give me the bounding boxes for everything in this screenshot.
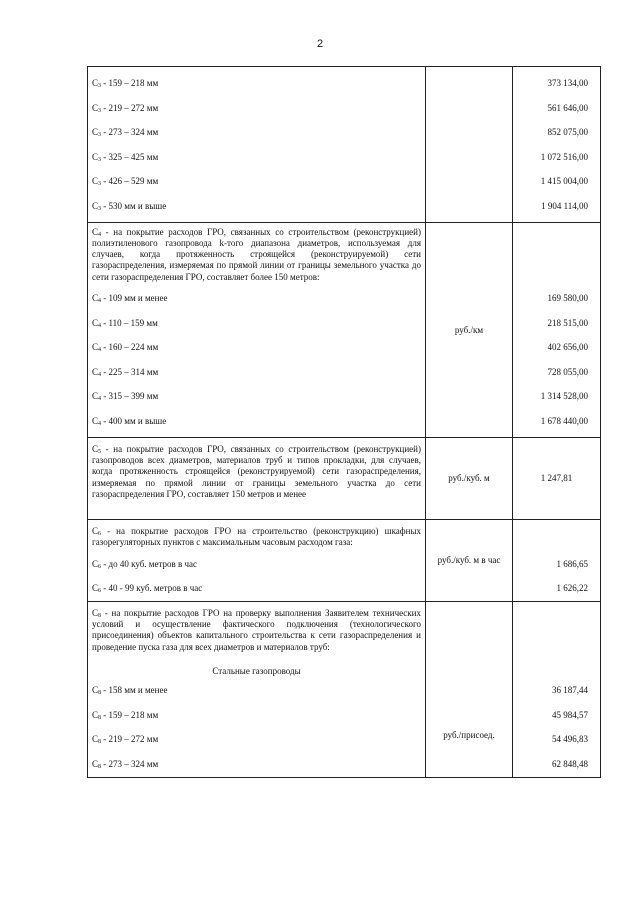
c4-item-subscript: 4 bbox=[98, 298, 102, 305]
c4-values bbox=[513, 286, 600, 434]
c3-item-text: - 530 мм и выше bbox=[101, 200, 167, 211]
c3-item-letter: С bbox=[92, 102, 99, 113]
c4-description-text: - на покрытие расходов ГРО, связанных со строительством (реконструкцией) полиэтиленового газопровода k-того диапазона диаметров, используемая для случаев, когда протяженность строящейся (реконструируемой) сети газораспределения, измеряемая по прямой линии от границы земельного участка до сети газораспределения ГРО, составляет более 150 метров: bbox=[92, 226, 421, 282]
c3-item-label bbox=[88, 169, 425, 194]
c5-unit: руб./куб. м bbox=[426, 437, 513, 519]
c4-item-text: - 315 – 399 мм bbox=[101, 391, 159, 402]
c4-description: $С_4$ - на покрытие расходов ГРО, связанных со строительством (реконструкцией) полиэтиленового газопровода k-того диапазона диаметров, используемая для случаев, когда протяженность строящейся (реконструируемой) сети газораспределения, измеряемая по прямой линии от границы земельного участка до сети газораспределения ГРО, составляет более 150 метров: bbox=[92, 226, 421, 282]
c4-item-letter: С bbox=[92, 416, 99, 427]
c8-subscript: 8 bbox=[98, 612, 102, 619]
c6-description-cell bbox=[88, 520, 426, 602]
c8-item-label bbox=[88, 678, 425, 703]
c6-item-label bbox=[88, 576, 425, 601]
c8-item-subscript: 8 bbox=[98, 763, 102, 770]
c8-item-value: 36 187,44 bbox=[552, 685, 588, 696]
c6-description-text: - на покрытие расходов ГРО на строительство (реконструкцию) шкафных газорегуляторных пунктов с максимальным часовым расходом газа: bbox=[92, 526, 421, 548]
c6-item-subscript: 6 bbox=[98, 588, 102, 595]
c8-item-value: 62 848,48 bbox=[552, 758, 588, 769]
c3-item-letter: С bbox=[92, 200, 99, 211]
c6-item-value: 1 686,65 bbox=[556, 558, 588, 569]
c4-item-subscript: 4 bbox=[98, 371, 102, 378]
c6-item-value: 1 626,22 bbox=[556, 583, 588, 594]
c8-item-subscript: 8 bbox=[98, 739, 102, 746]
c3-item-text: - 159 – 218 мм bbox=[101, 78, 159, 88]
c4-description-cell bbox=[88, 222, 426, 437]
c8-item-text: - 219 – 272 мм bbox=[101, 734, 159, 745]
c4-item-subscript: 4 bbox=[98, 322, 102, 329]
c8-description-cell bbox=[88, 601, 426, 778]
c3-item-label bbox=[88, 96, 425, 121]
c8-item-letter: С bbox=[92, 734, 99, 745]
c8-item-letter: С bbox=[92, 709, 99, 720]
c4-item-value: 1 314 528,00 bbox=[540, 391, 588, 402]
c8-item-subscript: 8 bbox=[98, 714, 102, 721]
c6-unit: руб./куб. м в час bbox=[426, 520, 513, 602]
c6-values-cell bbox=[513, 520, 601, 602]
c6-item-text: - 40 - 99 куб. метров в час bbox=[101, 583, 203, 594]
c3-unit-cell bbox=[426, 67, 513, 223]
c4-item-value: 218 515,00 bbox=[547, 317, 588, 328]
table-row-c4 bbox=[88, 222, 601, 437]
c4-unit: руб./км bbox=[426, 222, 513, 437]
c3-item-label bbox=[88, 194, 425, 219]
c3-item-value: 852 075,00 bbox=[547, 127, 588, 138]
c5-description-cell bbox=[88, 437, 426, 519]
c8-items bbox=[88, 678, 425, 776]
c8-item-text: - 158 мм и менее bbox=[101, 685, 168, 696]
c4-item-letter: С bbox=[92, 317, 99, 328]
c8-item-label bbox=[88, 727, 425, 752]
c8-item-value: 54 496,83 bbox=[552, 734, 588, 745]
c8-item-letter: С bbox=[92, 685, 99, 696]
c4-item-value: 402 656,00 bbox=[547, 342, 588, 353]
c8-unit: руб./присоед. bbox=[426, 601, 513, 778]
c3-item-value: 1 072 516,00 bbox=[540, 151, 588, 162]
c4-item-value: 169 580,00 bbox=[547, 293, 588, 304]
c4-item-subscript: 4 bbox=[98, 347, 102, 354]
c8-description: $С_8$ - на покрытие расходов ГРО на проверку выполнения Заявителем технических условий и осуществление фактического подключения (технологического присоединения) объектов капитального строительства к сети газораспределения и проведение пуска газа для всех диаметров и материалов труб: bbox=[92, 607, 421, 652]
c3-item-text: - 273 – 324 мм bbox=[101, 127, 159, 138]
c4-subscript: 4 bbox=[98, 231, 102, 238]
c4-item-text: - 400 мм и выше bbox=[101, 416, 167, 427]
c4-item-value: 1 678 440,00 bbox=[540, 416, 588, 427]
c3-item-label bbox=[88, 120, 425, 145]
c6-values bbox=[513, 552, 600, 601]
c8-item-value: 45 984,57 bbox=[552, 709, 588, 720]
c4-item-label bbox=[88, 335, 425, 360]
c6-subscript: 6 bbox=[98, 531, 102, 538]
c4-item-letter: С bbox=[92, 293, 99, 304]
c4-item-subscript: 4 bbox=[98, 396, 102, 403]
c4-item-letter: С bbox=[92, 391, 99, 402]
c6-item-label bbox=[88, 552, 425, 577]
table-row-c3 bbox=[88, 67, 601, 223]
c5-value: 1 247,81 bbox=[513, 437, 601, 519]
c3-values bbox=[513, 71, 600, 219]
tariff-table bbox=[87, 66, 601, 778]
c4-item-label bbox=[88, 409, 425, 434]
c4-item-subscript: 4 bbox=[98, 421, 102, 428]
c3-item-subscript: 3 bbox=[98, 83, 102, 89]
c4-item-value: 728 055,00 bbox=[547, 366, 588, 377]
c8-subheading: Стальные газопроводы bbox=[212, 666, 301, 677]
c8-item-text: - 159 – 218 мм bbox=[101, 709, 159, 720]
c3-item-value: 1 904 114,00 bbox=[541, 200, 588, 211]
c3-item-text: - 325 – 425 мм bbox=[101, 151, 159, 162]
c3-item-value: 1 415 004,00 bbox=[540, 176, 588, 187]
c4-item-label bbox=[88, 286, 425, 311]
c4-item-letter: С bbox=[92, 366, 99, 377]
c4-item-label bbox=[88, 384, 425, 409]
table-row-c8 bbox=[88, 601, 601, 778]
c3-item-text: - 219 – 272 мм bbox=[101, 102, 159, 113]
c8-item-label bbox=[88, 703, 425, 728]
page-number: 2 bbox=[316, 38, 324, 50]
c8-item-letter: С bbox=[92, 758, 99, 769]
c4-values-cell bbox=[513, 222, 601, 437]
c3-item-subscript: 3 bbox=[98, 181, 102, 188]
c8-item-label bbox=[88, 752, 425, 777]
c4-item-text: - 160 – 224 мм bbox=[101, 342, 159, 353]
c8-values bbox=[513, 678, 600, 776]
c6-item-letter: С bbox=[92, 583, 99, 594]
c6-item-letter: С bbox=[92, 558, 99, 569]
c3-item-value: 373 134,00 bbox=[547, 78, 588, 88]
c3-values-cell bbox=[513, 67, 601, 223]
c3-item-subscript: 3 bbox=[98, 205, 102, 212]
c8-item-text: - 273 – 324 мм bbox=[101, 758, 159, 769]
c8-description-text: - на покрытие расходов ГРО на проверку выполнения Заявителем технических условий и осуществление фактического подключения (технологического присоединения) объектов капитального строительства к сети газораспределения и проведение пуска газа для всех диаметров и материалов труб: bbox=[92, 607, 421, 652]
c3-item-label bbox=[88, 145, 425, 170]
c3-item-subscript: 3 bbox=[98, 132, 102, 139]
table-row-c6 bbox=[88, 520, 601, 602]
table-row-c5 bbox=[88, 437, 601, 519]
c6-item-subscript: 6 bbox=[98, 563, 102, 570]
c6-item-text: - до 40 куб. метров в час bbox=[101, 558, 198, 569]
c3-item-letter: С bbox=[92, 127, 99, 138]
c4-item-text: - 109 мм и менее bbox=[101, 293, 168, 304]
c6-items bbox=[88, 552, 425, 601]
c3-items bbox=[88, 71, 425, 219]
c3-item-letter: С bbox=[92, 176, 99, 187]
c3-item-value: 561 646,00 bbox=[547, 102, 588, 113]
c5-description-text: - на покрытие расходов ГРО, связанных со строительством (реконструкцией) газопроводов всех диаметров, материалов труб и типов прокладки, для случаев, когда протяженность строящейся (реконструируемой) сети газораспределения, измеряемая по прямой линии от границы земельного участка до сети газораспределения ГРО, составляет 150 метров и менее bbox=[92, 443, 421, 499]
c3-item-letter: С bbox=[92, 78, 99, 88]
c4-item-label bbox=[88, 360, 425, 385]
c3-description-cell bbox=[88, 67, 426, 223]
c5-subscript: 5 bbox=[98, 448, 102, 455]
c5-description: $С_5$ - на покрытие расходов ГРО, связанных со строительством (реконструкцией) газопроводов всех диаметров, материалов труб и типов прокладки, для случаев, когда протяженность строящейся (реконструируемой) сети газораспределения, измеряемая по прямой линии от границы земельного участка до сети газораспределения ГРО, составляет 150 метров и менее bbox=[92, 443, 421, 499]
c4-item-label bbox=[88, 311, 425, 336]
c3-item-label bbox=[88, 71, 425, 96]
c8-item-subscript: 8 bbox=[98, 690, 102, 697]
c3-item-subscript: 3 bbox=[98, 107, 102, 114]
c4-item-text: - 110 – 159 мм bbox=[101, 317, 158, 328]
c4-item-text: - 225 – 314 мм bbox=[101, 366, 159, 377]
c3-item-text: - 426 – 529 мм bbox=[101, 176, 159, 187]
c3-item-subscript: 3 bbox=[98, 156, 102, 163]
c4-item-letter: С bbox=[92, 342, 99, 353]
c3-item-letter: С bbox=[92, 151, 99, 162]
c6-description: $С_6$ - на покрытие расходов ГРО на строительство (реконструкцию) шкафных газорегуляторных пунктов с максимальным часовым расходом газа: bbox=[92, 526, 421, 548]
c4-items bbox=[88, 286, 425, 434]
c8-values-cell bbox=[513, 601, 601, 778]
